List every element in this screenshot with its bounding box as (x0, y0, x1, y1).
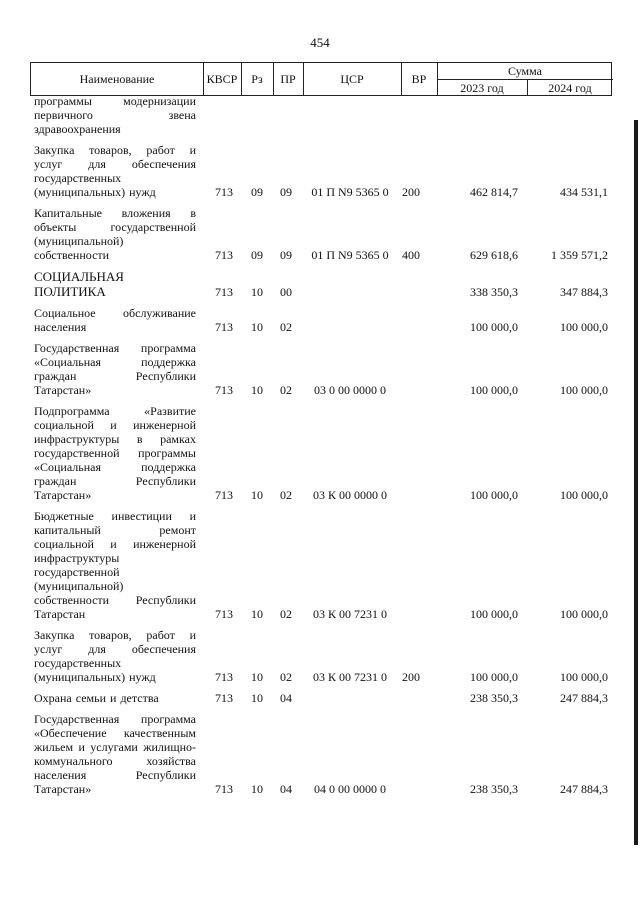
row-name: Охрана семьи и детства (34, 691, 159, 705)
table-row (34, 691, 612, 705)
table-body (34, 94, 614, 796)
cell-s2024: 100 000,0 (560, 320, 608, 334)
cell-s2024: 100 000,0 (560, 607, 608, 621)
cell-s2024: 247 884,3 (560, 691, 608, 705)
cell-rz: 10 (251, 320, 263, 334)
cell-csr: 03 К 00 0000 0 (312, 488, 387, 502)
header-csr: ЦСР (340, 72, 364, 86)
cell-s2024: 100 000,0 (560, 670, 608, 684)
table-row (34, 509, 612, 621)
cell-pr: 04 (280, 691, 292, 705)
cell-rz: 10 (251, 782, 263, 796)
cell-csr: 04 0 00 0000 0 (314, 782, 386, 796)
cell-kvsr: 713 (215, 670, 233, 684)
row-name: программы модернизации первичного звена здравоохранения (34, 94, 196, 136)
cell-s2024: 434 531,1 (560, 185, 608, 199)
header-rz: Рз (251, 72, 263, 86)
header-vr: ВР (411, 72, 427, 86)
table-row (34, 143, 612, 199)
cell-csr: 03 К 00 7231 0 (312, 607, 387, 621)
row-name: Подпрограмма «Развитие социальной и инженерной инфраструктуры в рамках государственной программы «Социальная поддержка граждан Республики Татарстан» (34, 404, 196, 502)
cell-s2024: 1 359 571,2 (551, 248, 608, 262)
scan-edge-shadow (634, 120, 638, 845)
cell-s2023: 100 000,0 (470, 383, 518, 397)
row-name: Государственная программа «Социальная поддержка граждан Республики Татарстан» (34, 341, 196, 397)
row-name: Государственная программа «Обеспечение качественным жильем и услугами жилищно-коммунального хозяйства населения Республики Татарстан» (34, 712, 196, 796)
table-row (34, 712, 612, 796)
header-year-2023: 2023 год (460, 80, 504, 95)
cell-kvsr: 713 (215, 185, 233, 199)
table-row (34, 206, 612, 262)
cell-pr: 09 (280, 185, 292, 199)
header-kvsr: КВСР (206, 72, 238, 86)
cell-rz: 10 (251, 285, 263, 299)
cell-s2023: 629 618,6 (470, 248, 518, 262)
cell-s2023: 100 000,0 (470, 320, 518, 334)
cell-pr: 02 (280, 383, 292, 397)
cell-pr: 04 (280, 782, 292, 796)
cell-pr: 02 (280, 607, 292, 621)
cell-csr: 01 П N9 5365 0 (311, 248, 389, 262)
table-row (34, 306, 612, 334)
row-name: Капитальные вложения в объекты государственной (муниципальной) собственности (34, 206, 196, 262)
cell-csr: 01 П N9 5365 0 (311, 185, 389, 199)
cell-s2023: 238 350,3 (470, 782, 518, 796)
cell-pr: 02 (280, 670, 292, 684)
cell-kvsr: 713 (215, 248, 233, 262)
row-name: Социальное обслуживание населения (34, 306, 196, 334)
cell-rz: 10 (251, 670, 263, 684)
cell-s2023: 100 000,0 (470, 607, 518, 621)
cell-pr: 09 (280, 248, 292, 262)
cell-rz: 09 (251, 248, 263, 262)
cell-vr: 200 (402, 670, 420, 684)
table-row (34, 628, 612, 684)
cell-kvsr: 713 (215, 488, 233, 502)
cell-vr: 200 (402, 185, 420, 199)
cell-s2023: 100 000,0 (470, 488, 518, 502)
cell-pr: 02 (280, 320, 292, 334)
cell-csr: 03 К 00 7231 0 (312, 670, 387, 684)
cell-s2023: 238 350,3 (470, 691, 518, 705)
table-row (34, 94, 612, 136)
cell-s2024: 247 884,3 (560, 782, 608, 796)
cell-rz: 10 (251, 607, 263, 621)
cell-rz: 10 (251, 691, 263, 705)
cell-s2023: 462 814,7 (470, 185, 518, 199)
table-row (34, 341, 612, 397)
cell-vr: 400 (402, 248, 420, 262)
cell-pr: 02 (280, 488, 292, 502)
header-year-2024: 2024 год (548, 80, 592, 95)
cell-s2023: 100 000,0 (470, 670, 518, 684)
header-pr: ПР (280, 72, 296, 86)
cell-s2024: 100 000,0 (560, 488, 608, 502)
cell-s2024: 100 000,0 (560, 383, 608, 397)
row-name: Закупка товаров, работ и услуг для обеспечения государственных (муниципальных) нужд (34, 143, 196, 199)
cell-csr: 03 0 00 0000 0 (314, 383, 386, 397)
cell-s2024: 347 884,3 (560, 285, 608, 299)
cell-kvsr: 713 (215, 285, 233, 299)
table-row (34, 269, 612, 299)
row-name: СОЦИАЛЬНАЯ ПОЛИТИКА (34, 269, 124, 299)
cell-kvsr: 713 (215, 691, 233, 705)
cell-kvsr: 713 (215, 607, 233, 621)
cell-rz: 10 (251, 383, 263, 397)
header-sum: Сумма (508, 63, 542, 78)
cell-s2023: 338 350,3 (470, 285, 518, 299)
cell-kvsr: 713 (215, 320, 233, 334)
cell-rz: 10 (251, 488, 263, 502)
cell-pr: 00 (280, 285, 292, 299)
row-name: Бюджетные инвестиции и капитальный ремонт социальной и инженерной инфраструктуры государственной (муниципальной) собственности Республики Татарстан (34, 509, 196, 621)
page-number: 454 (310, 35, 330, 50)
table-row (34, 404, 612, 502)
cell-kvsr: 713 (215, 782, 233, 796)
table-header (30, 62, 612, 96)
header-name: Наименование (79, 72, 155, 86)
cell-kvsr: 713 (215, 383, 233, 397)
row-name: Закупка товаров, работ и услуг для обеспечения государственных (муниципальных) нужд (34, 628, 196, 684)
cell-rz: 09 (251, 185, 263, 199)
